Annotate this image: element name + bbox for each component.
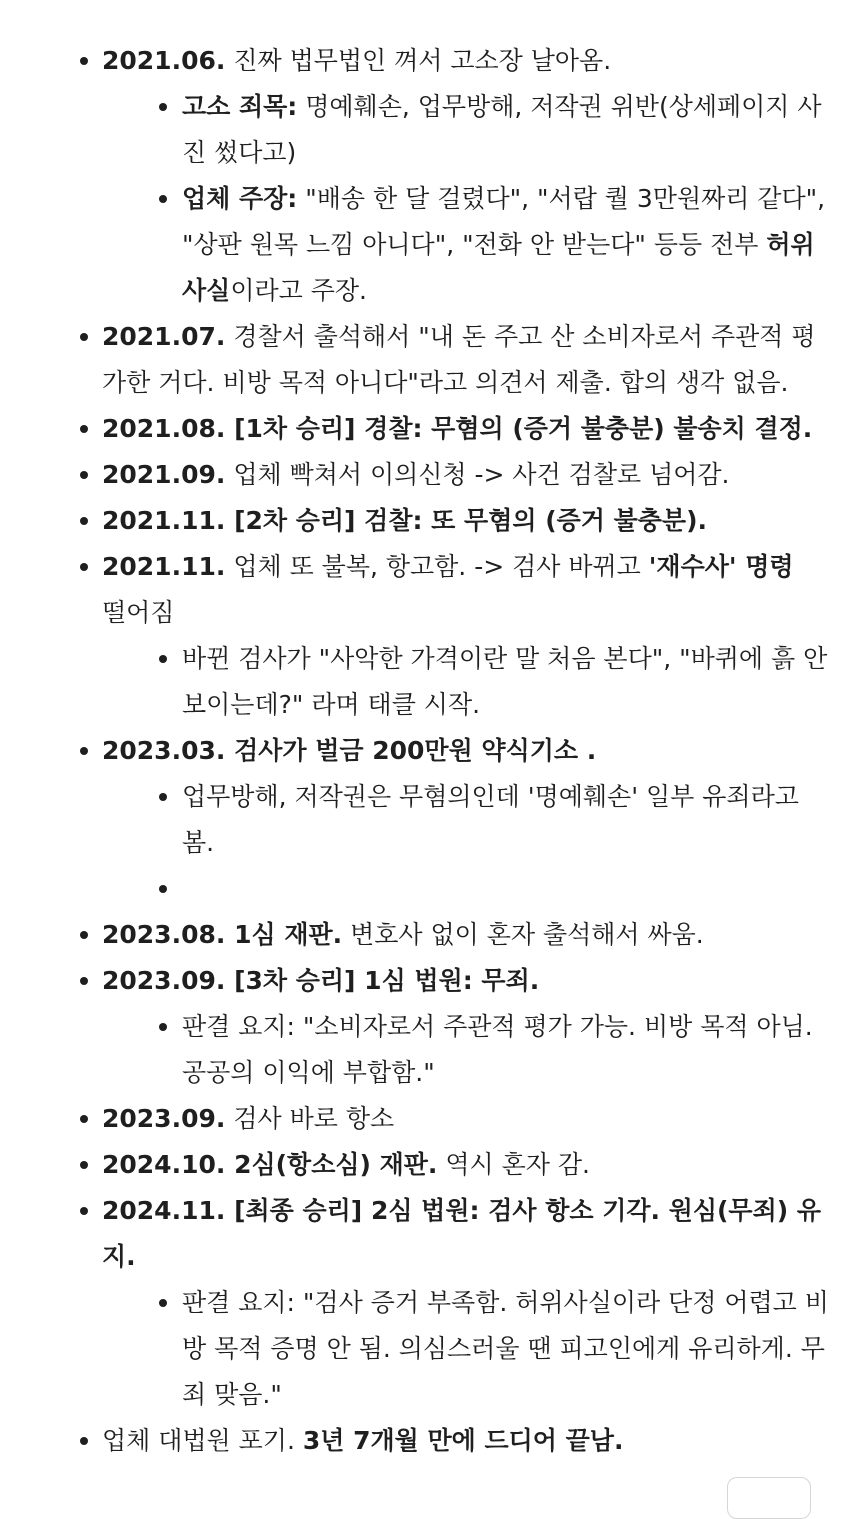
entry-text: 판결 요지: "소비자로서 주관적 평가 가능. 비방 목적 아님. 공공의 이익에 부합함." [182,1012,813,1087]
entry-label: 업체 주장: [182,184,298,213]
entry-date: 2021.06. [102,46,226,75]
entry-text: 명예훼손, 업무방해, 저작권 위반(상세페이지 사진 썼다고) [182,92,822,167]
entry-text-after: 이라고 주장. [230,276,367,305]
entry-text-after: 떨어짐 [102,598,175,627]
entry-text: 역시 혼자 감. [437,1150,590,1179]
entry-emphasis: [2차 승리] 검찰: 또 무혐의 (증거 불충분). [225,506,707,535]
timeline-document [0,38,850,1464]
entry-emphasis: '재수사' 명령 [648,552,794,581]
list-item [0,912,850,958]
list-item [0,1142,850,1188]
list-item [0,452,850,498]
entry-text: "배송 한 달 걸렸다", "서랍 퀄 3만원짜리 같다", "상판 원목 느낌 아니다", "전화 안 받는다" 등등 전부 [182,184,826,259]
entry-text: 진짜 법무법인 껴서 고소장 날아옴. [225,46,612,75]
entry-emphasis: 3년 7개월 만에 드디어 끝남. [302,1426,624,1455]
entry-date: 2023.09. [102,966,226,995]
entry-date: 2023.08. [102,920,226,949]
entry-emphasis: 허위사실 [182,230,815,305]
entry-text: 업체 빡쳐서 이의신청 -> 사건 검찰로 넘어감. [225,460,730,489]
scroll-button[interactable] [727,1477,811,1519]
list-item [0,1004,850,1096]
entry-label: 고소 죄목: [182,92,298,121]
list-item [0,728,850,774]
entry-date: 2021.11. [102,552,226,581]
entry-date: 2021.08. [102,414,226,443]
list-item [0,544,850,636]
entry-emphasis: [3차 승리] 1심 법원: 무죄. [225,966,540,995]
entry-text: 바뀐 검사가 "사악한 가격이란 말 처음 본다", "바퀴에 흙 안 보이는데?" 라며 태클 시작. [182,644,828,719]
entry-text: 업체 대법원 포기. [102,1426,303,1455]
list-item [0,176,850,314]
empty-list-item [0,866,850,912]
entry-emphasis: 검사가 벌금 200만원 약식기소 . [225,736,597,765]
entry-date: 2024.11. [102,1196,226,1225]
list-item [0,1280,850,1418]
entry-date: 2024.10. [102,1150,226,1179]
entry-text: 경찰서 출석해서 "내 돈 주고 산 소비자로서 주관적 평가한 거다. 비방 목적 아니다"라고 의견서 제출. 합의 생각 없음. [102,322,816,397]
entry-text: 판결 요지: "검사 증거 부족함. 허위사실이라 단정 어렵고 비방 목적 증명 안 됨. 의심스러울 땐 피고인에게 유리하게. 무죄 맞음." [182,1288,829,1409]
entry-emphasis: 2심(항소심) 재판. [225,1150,438,1179]
entry-text: 변호사 없이 혼자 출석해서 싸움. [342,920,704,949]
entry-text: 업체 또 불복, 항고함. -> 검사 바뀌고 [225,552,649,581]
entry-date: 2023.03. [102,736,226,765]
list-item [0,1096,850,1142]
list-item [0,958,850,1004]
timeline-list [0,38,850,1464]
entry-text: 검사 바로 항소 [225,1104,395,1133]
list-item [0,1188,850,1280]
entry-emphasis: [최종 승리] 2심 법원: 검사 항소 기각. 원심(무죄) 유지. [102,1196,822,1271]
list-item [0,498,850,544]
list-item [0,406,850,452]
entry-date: 2021.11. [102,506,226,535]
entry-emphasis: [1차 승리] 경찰: 무혐의 (증거 불충분) 불송치 결정. [225,414,813,443]
entry-text: 업무방해, 저작권은 무혐의인데 '명예훼손' 일부 유죄라고 봄. [182,782,799,857]
entry-date: 2023.09. [102,1104,226,1133]
list-item [0,636,850,728]
list-item [0,1418,850,1464]
list-item [0,774,850,866]
list-item [0,84,850,176]
entry-emphasis: 1심 재판. [225,920,343,949]
entry-date: 2021.09. [102,460,226,489]
entry-date: 2021.07. [102,322,226,351]
list-item [0,314,850,406]
list-item [0,38,850,84]
